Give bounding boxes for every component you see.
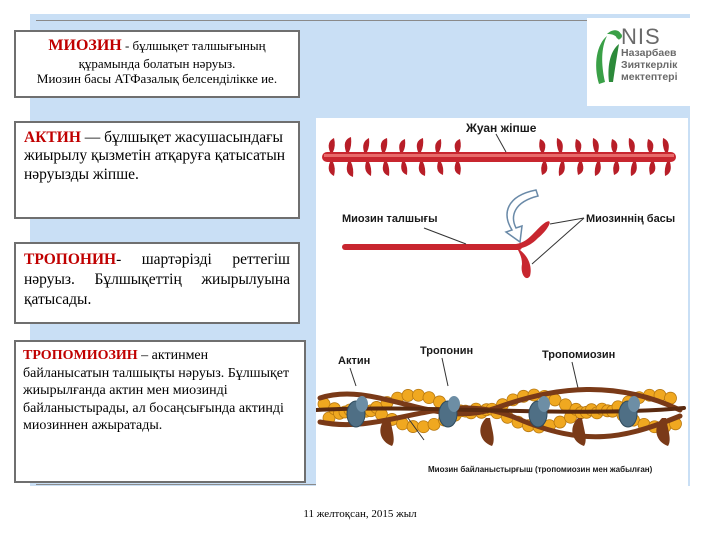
nis-logo: [587, 18, 693, 106]
logo-line3: мектептері: [621, 70, 678, 83]
tropomyosin-strand: [480, 418, 493, 446]
myosin-line3: Миозин басы АТФазалық белсенділікке ие.: [36, 71, 278, 87]
actin-bead: [413, 389, 425, 401]
troponin-complex: [356, 396, 368, 412]
myosin-tail-label: Миозин талшығы: [342, 213, 438, 225]
muscle-protein-diagram: [316, 118, 688, 490]
actin-definition-box: [14, 121, 300, 219]
muscle-protein-illustration: [316, 118, 688, 490]
myosin-head-label: Миозиннің басы: [586, 213, 676, 225]
tropomyosin-text: – актинмен байланысатын талшықты нәруыз. Бұлшықет жиырылғанда актин мен миозинді байланыстырады, ал босаңсығында актинді миозиннен ажыратады.: [23, 348, 290, 433]
myosin-line2: құрамында болатын нәруыз.: [78, 55, 236, 71]
actin-bead: [418, 421, 430, 433]
troponin-definition-box: [14, 242, 300, 324]
thin-filament-figure: [316, 389, 684, 446]
myosin-term: МИОЗИН: [48, 37, 122, 54]
tropomyosin-label: Тропомиозин: [542, 349, 616, 361]
troponin-text: - шартәрізді реттегіш нәруыз. Бұлшықеттің жиырылуына қатысады.: [24, 251, 290, 309]
logo-line1: Назарбаев: [621, 47, 677, 59]
myosin-line1: - бұлшықет талшығының: [121, 38, 266, 53]
troponin-label: Тропонин: [420, 345, 474, 357]
troponin-term: ТРОПОНИН: [24, 251, 117, 268]
troponin-complex: [448, 396, 460, 412]
thick-filament-label: Жуан жіпше: [466, 121, 537, 135]
troponin-complex: [628, 396, 640, 412]
actin-term: АКТИН: [24, 129, 81, 146]
troponin-complex: [538, 396, 550, 412]
actin-label: Актин: [338, 355, 371, 367]
logo-caption: [621, 48, 691, 83]
myosin-definition-box: [14, 30, 300, 98]
logo-line2: Зияткерлік: [621, 58, 678, 71]
thick-filament-figure: [322, 137, 676, 177]
binding-site-label: Миозин байланыстырғыш (тропомиозин мен жабылған): [428, 465, 653, 474]
footer-date: 11 желтоқсан, 2015 жыл: [303, 508, 417, 520]
actin-text: — бұлшықет жасушасындағы жиырылу қызметін атқаруға қатысатын нәруызды жіпше.: [24, 129, 286, 183]
tropomyosin-definition-box: [14, 340, 306, 483]
tropomyosin-term: ТРОПОМИОЗИН: [23, 348, 138, 363]
logo-brand: NIS: [621, 24, 661, 49]
